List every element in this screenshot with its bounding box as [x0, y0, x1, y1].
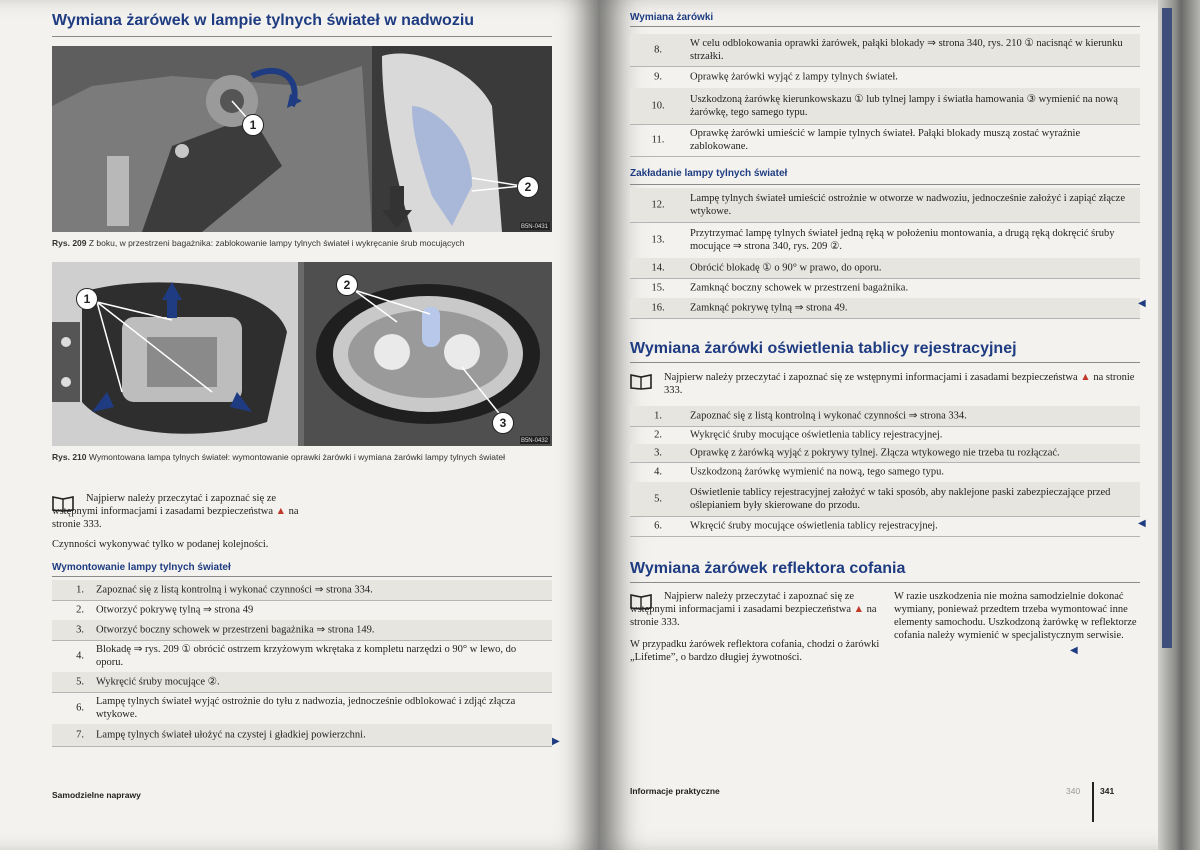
note-d — [630, 590, 880, 629]
list-item: 6. Wkręcić śruby mocujące oświetlenia tablicy rejestracyjnej. — [630, 516, 1140, 537]
figure-210-callout-2: 2 — [336, 274, 358, 296]
figure-210 — [52, 262, 552, 446]
right-header: Wymiana żarówki — [630, 12, 714, 23]
subtitle-b-rule — [630, 184, 1140, 185]
end-mark-icon: ◀ — [1138, 518, 1146, 529]
right-page — [598, 0, 1158, 850]
list-item: 15. Zamknąć boczny schowek w przestrzeni bagażnika. — [630, 278, 1140, 299]
list-item: 5. Wykręcić śruby mocujące ②. — [52, 672, 552, 693]
header-rule — [630, 26, 1140, 27]
left-note — [52, 492, 302, 531]
thumb-index-tab — [1162, 8, 1172, 648]
list-item: 16. Zamknąć pokrywę tylną ⇒ strona 49. — [630, 298, 1140, 319]
list-item: 9. Oprawkę żarówki wyjąć z lampy tylnych świateł. — [630, 66, 1140, 89]
list-item: 4. Blokadę ⇒ rys. 209 ① obrócić ostrzem krzyżowym wkrętaka z kompletu narzędzi o 90° w lewo, do oporu. — [52, 640, 552, 673]
reverse-light-para-1: W przypadku żarówek reflektora cofania, chodzi o żarówki „Lifetime”, o bardzo długiej żywotności. — [630, 639, 880, 663]
warning-icon: ▲ — [1080, 372, 1091, 383]
note-d-text: Najpierw należy przeczytać i zapoznać się ze wstępnymi informacjami i zasadami bezpieczeństwa — [630, 591, 855, 615]
page-number-right: 341 — [1100, 786, 1115, 796]
left-note-text: Najpierw należy przeczytać i zapoznać się ze wstępnymi informacjami i zasadami bezpieczeństwa — [52, 493, 277, 517]
list-item: 11. Oprawkę żarówki umieścić w lampie tylnych świateł. Pałąki blokady muszą zostać wyraźnie zablokowane. — [630, 124, 1140, 157]
figure-210-caption — [52, 452, 552, 463]
figure-210-caption-label: Rys. 210 — [52, 452, 87, 462]
note-d-page: na stronie 333. — [630, 604, 877, 628]
page-number-divider — [1092, 782, 1094, 822]
list-item: 8. W celu odblokowania oprawki żarówek, pałąki blokady ⇒ strona 340, rys. 210 ① nacisnąć w kierunku strzałki. — [630, 34, 1140, 67]
right-subtitle-b: Zakładanie lampy tylnych świateł — [630, 168, 788, 179]
list-item: 5. Oświetlenie tablicy rejestracyjnej założyć w taki sposób, aby naklejone paski zabezpieczające przed oślepianiem były skierowane do przodu. — [630, 482, 1140, 517]
list-item: 3. Otworzyć boczny schowek w przestrzeni bagażnika ⇒ strona 149. — [52, 620, 552, 641]
title-d-rule — [630, 582, 1140, 583]
section-title-license-plate: Wymiana żarówki oświetlenia tablicy rejestracyjnej — [630, 340, 1017, 357]
end-mark-icon: ◀ — [1138, 298, 1146, 309]
warning-icon: ▲ — [853, 604, 865, 615]
list-item: 2. Wykręcić śruby mocujące oświetlenia tablicy rejestracyjnej. — [630, 426, 1140, 445]
figure-209-code: B5N-0431 — [520, 224, 548, 230]
left-page-title: Wymiana żarówek w lampie tylnych świateł w nadwoziu — [52, 12, 475, 29]
list-item: 6. Lampę tylnych świateł wyjąć ostrożnie do tyłu z nadwozia, jednocześnie odblokować i zdjąć złącza wtykowe. — [52, 692, 552, 725]
list-item: 1. Zapoznać się z listą kontrolną i wykonać czynności ⇒ strona 334. — [630, 406, 1140, 427]
right-steps-a — [630, 34, 1140, 158]
figure-209-caption — [52, 238, 552, 249]
title-c-rule — [630, 362, 1140, 363]
end-mark-icon: ◀ — [1070, 645, 1078, 656]
book-icon — [630, 372, 652, 390]
right-footer: Informacje praktyczne — [630, 786, 720, 796]
left-note-page: na stronie 333. — [52, 506, 299, 530]
note-c — [664, 371, 1140, 397]
list-item: 10. Uszkodzoną żarówkę kierunkowskazu ① lub tylnej lampy i światła hamowania ③ wymienić na nową żarówkę, tego samego typu. — [630, 88, 1140, 125]
right-steps-c — [630, 406, 1140, 538]
list-item: 14. Obrócić blokadę ① o 90° w prawo, do oporu. — [630, 258, 1140, 279]
page-number-left: 340 — [1066, 786, 1081, 796]
figure-210-photo — [52, 262, 552, 446]
figure-210-callout-1: 1 — [76, 288, 98, 310]
figure-209 — [52, 46, 552, 232]
list-item: 4. Uszkodzoną żarówkę wymienić na nową, tego samego typu. — [630, 462, 1140, 483]
left-subtitle: Wymontowanie lampy tylnych świateł — [52, 562, 231, 573]
list-item: 3. Oprawkę z żarówką wyjąć z pokrywy tylnej. Złącza wtykowego nie trzeba tu rozłączać. — [630, 444, 1140, 463]
list-item: 1. Zapoznać się z listą kontrolną i wykonać czynności ⇒ strona 334. — [52, 580, 552, 601]
list-item: 12. Lampę tylnych świateł umieścić ostrożnie w otworze w nadwoziu, jednocześnie założyć i zapiąć złącze wtykowe. — [630, 188, 1140, 223]
left-footer: Samodzielne naprawy — [52, 790, 141, 800]
figure-209-callout-1: 1 — [242, 114, 264, 136]
list-item: 2. Otworzyć pokrywę tylną ⇒ strona 49 — [52, 600, 552, 621]
continue-arrow-icon: ▶ — [552, 736, 560, 747]
list-item: 7. Lampę tylnych świateł ułożyć na czystej i gładkiej powierzchni. — [52, 724, 552, 747]
note-c-page: na stronie 333. — [664, 372, 1135, 396]
subtitle-rule — [52, 576, 552, 577]
section-title-reverse-light: Wymiana żarówek reflektora cofania — [630, 560, 906, 577]
figure-209-caption-label: Rys. 209 — [52, 238, 87, 248]
left-steps — [52, 580, 552, 750]
order-note: Czynności wykonywać tylko w podanej kolejności. — [52, 539, 269, 550]
figure-210-code: B5N-0432 — [520, 438, 548, 444]
figure-210-caption-text: Wymontowana lampa tylnych świateł: wymontowanie oprawki żarówki i wymiana żarówki lampy tylnych świateł — [88, 452, 505, 462]
figure-209-caption-text: Z boku, w przestrzeni bagażnika: zablokowanie lampy tylnych świateł i wykręcanie śrub mocujących — [88, 238, 465, 248]
title-rule — [52, 36, 552, 37]
note-c-text: Najpierw należy przeczytać i zapoznać się ze wstępnymi informacjami i zasadami bezpieczeństwa — [664, 372, 1078, 383]
left-page — [0, 0, 598, 850]
list-item: 13. Przytrzymać lampę tylnych świateł jedną ręką w położeniu montowania, a drugą ręką dokręcić śruby mocujące ⇒ strona 340, rys. 209 ②. — [630, 222, 1140, 259]
right-steps-b — [630, 188, 1140, 318]
reverse-light-para-2: W razie uszkodzenia nie można samodzielnie dokonać wymiany, ponieważ przedtem trzeba wymontować inne elementy samochodu. Uszkodzoną żarówkę w reflektorze cofania należy wymienić w specjalistycznym serwisie. — [894, 591, 1137, 641]
warning-icon: ▲ — [275, 506, 287, 517]
figure-209-callout-2: 2 — [517, 176, 539, 198]
figure-210-callout-3: 3 — [492, 412, 514, 434]
figure-209-photo — [52, 46, 552, 232]
